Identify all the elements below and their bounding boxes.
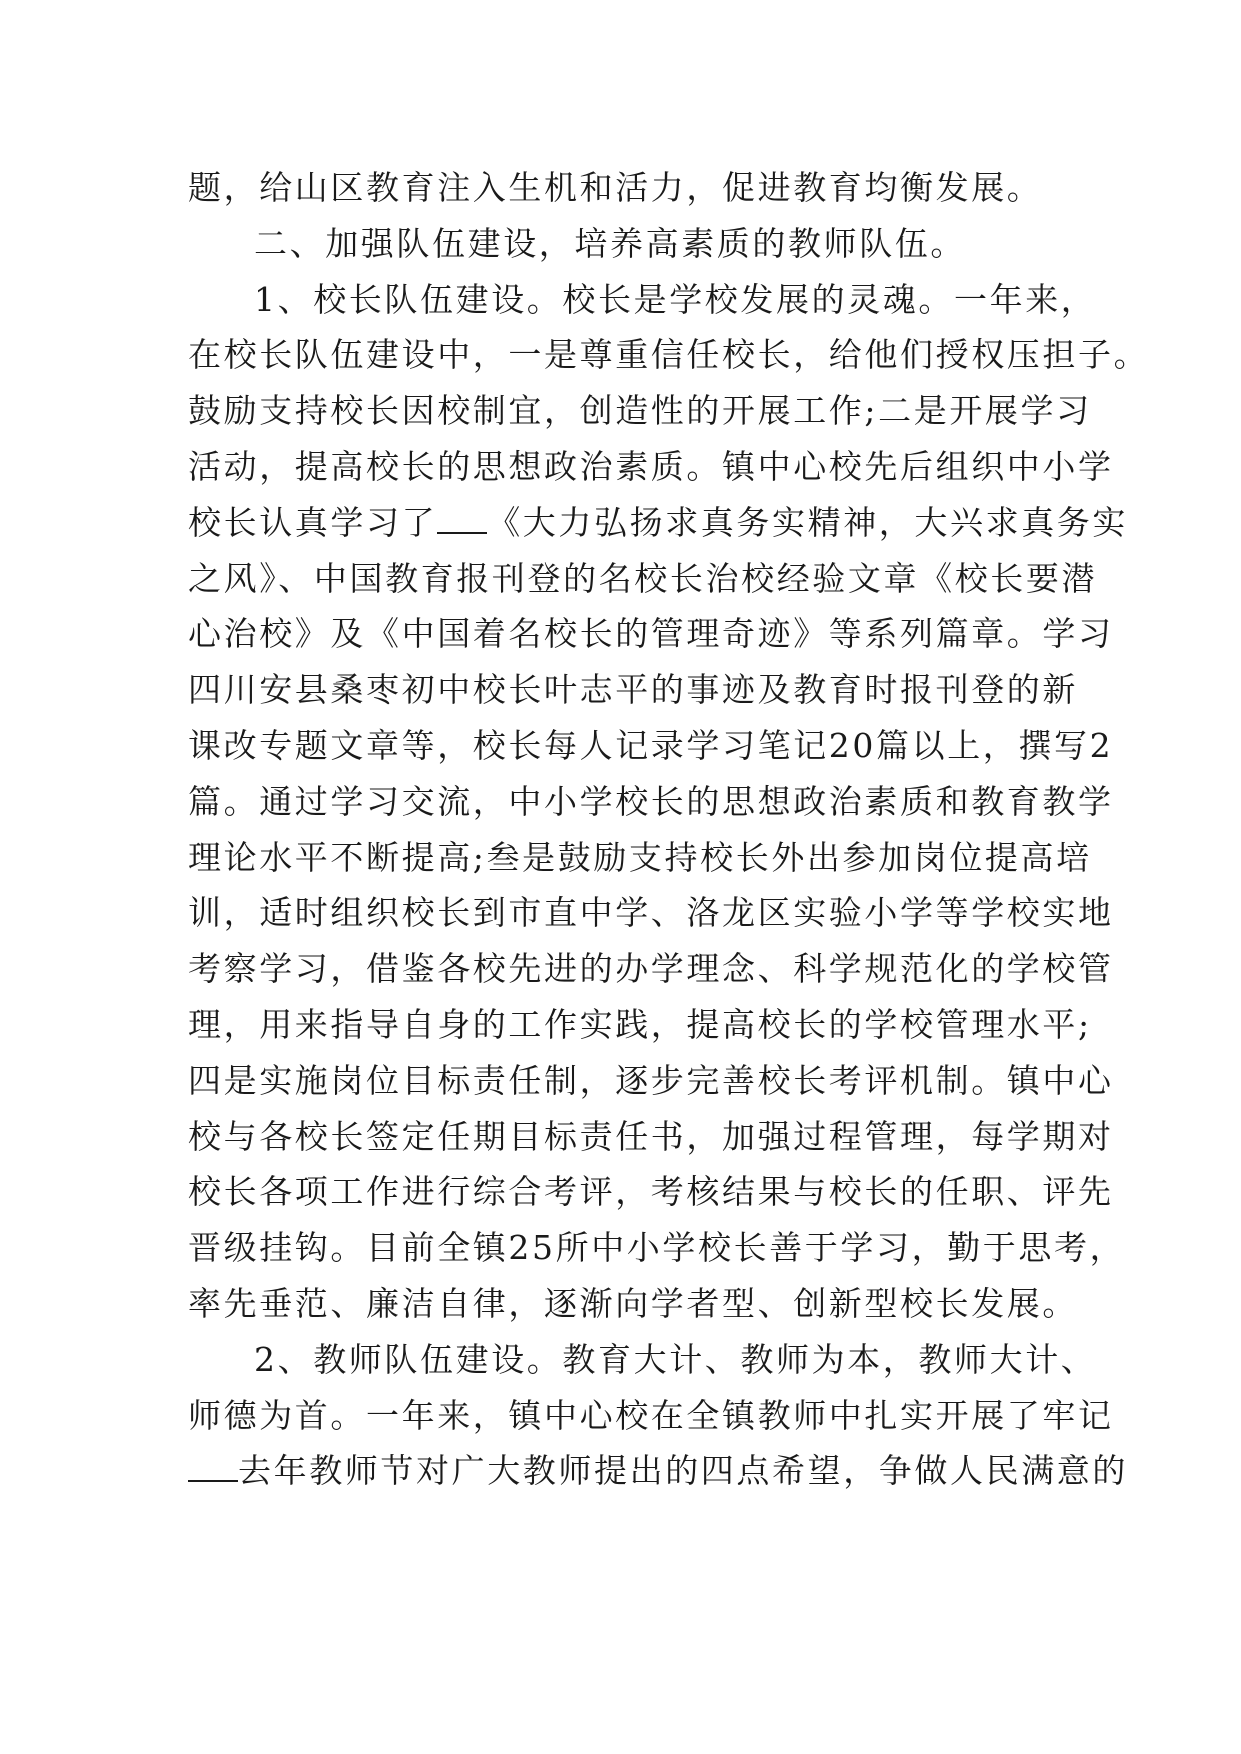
text-line: 师德为首。一年来，镇中心校在全镇教师中扎实开展了牢记 [188,1395,1114,1435]
text-segment: 校长认真学习了 [188,502,438,542]
text-line: 1、校长队伍建设。校长是学校发展的灵魂。一年来， [254,279,1097,319]
text-line: 在校长队伍建设中，一是尊重信任校长，给他们授权压担子。 [188,335,1150,375]
text-line: 校长各项工作进行综合考评，考核结果与校长的任职、评先 [188,1172,1114,1212]
text-segment: 《大力弘扬求真务实精神，大兴求真务实 [487,502,1129,542]
blank-underline [188,1454,238,1482]
text-line: 鼓励支持校长因校制宜，创造性的开展工作;二是开展学习 [188,391,1092,431]
text-line: 之风》、中国教育报刊登的名校长治校经验文章《校长要潜 [188,558,1098,598]
text-line: 考察学习，借鉴各校先进的办学理念、科学规范化的学校管 [188,949,1114,989]
text-line: 理论水平不断提高;叁是鼓励支持校长外出参加岗位提高培 [188,837,1092,877]
text-line: 四川安县桑枣初中校长叶志平的事迹及教育时报刊登的新 [188,670,1078,710]
text-line: 率先垂范、廉洁自律，逐渐向学者型、创新型校长发展。 [188,1283,1078,1323]
text-line: 课改专题文章等，校长每人记录学习笔记20篇以上，撰写2 [188,725,1114,765]
text-segment: 去年教师节对广大教师提出的四点希望，争做人民满意的 [238,1451,1128,1491]
body-text [188,160,1150,1499]
text-line [188,495,1129,551]
text-line [188,1443,1128,1499]
text-line: 心治校》及《中国着名校长的管理奇迹》等系列篇章。学习 [188,614,1114,654]
text-line: 训，适时组织校长到市直中学、洛龙区实验小学等学校实地 [188,893,1114,933]
text-line: 理，用来指导自身的工作实践，提高校长的学校管理水平; [188,1004,1092,1044]
text-line: 四是实施岗位目标责任制，逐步完善校长考评机制。镇中心 [188,1060,1114,1100]
text-line: 活动，提高校长的思想政治素质。镇中心校先后组织中小学 [188,446,1114,486]
text-line: 校与各校长签定任期目标责任书，加强过程管理，每学期对 [188,1116,1114,1156]
text-line: 篇。通过学习交流，中小学校长的思想政治素质和教育教学 [188,781,1114,821]
text-line: 2、教师队伍建设。教育大计、教师为本，教师大计、 [254,1339,1097,1379]
blank-underline [437,506,487,534]
text-line: 晋级挂钩。目前全镇25所中小学校长善于学习，勤于思考， [188,1228,1126,1268]
section-heading: 二、加强队伍建设，培养高素质的教师队伍。 [254,223,966,263]
text-line: 题，给山区教育注入生机和活力，促进教育均衡发展。 [188,168,1043,207]
